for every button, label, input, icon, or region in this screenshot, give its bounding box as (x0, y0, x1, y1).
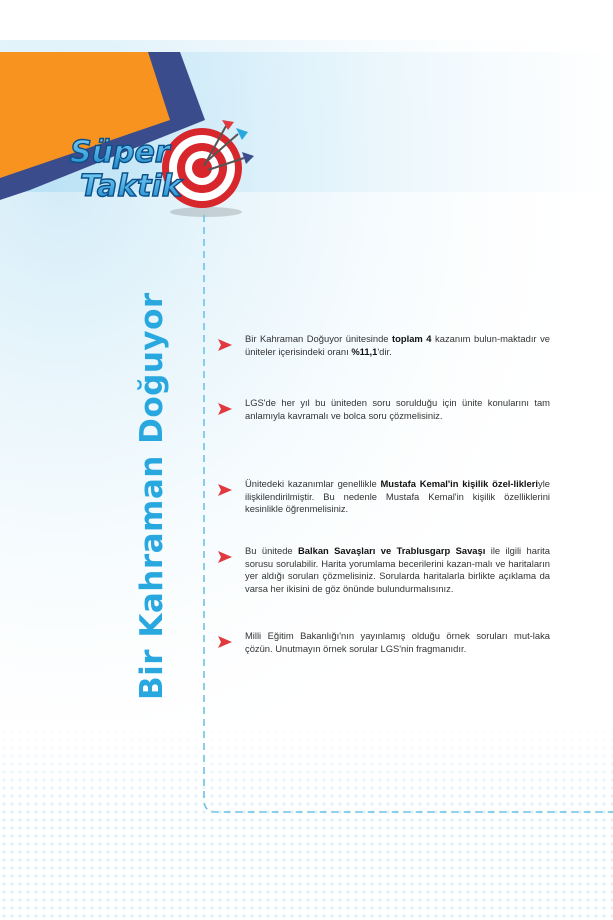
tip-highlight: toplam 4 (392, 333, 432, 344)
arrow-icon (218, 551, 232, 563)
arrow-icon (218, 339, 232, 351)
tip-segment: Bu ünitede (245, 545, 299, 556)
tip-segment: Milli Eğitim Bakanlığı'nın yayınlamış olduğu örnek soruları mut-laka çözün. Unutmayın örnek sorular LGS'nin fragmanıdır. (245, 630, 550, 654)
tip-highlight: %11,1 (351, 345, 378, 357)
logo-line1: Süper (70, 135, 170, 170)
arrow-icon (218, 403, 232, 415)
tip-segment: Ünitedeki kazanımlar genellikle (245, 478, 381, 489)
tip-segment: ile ilgili harita sorusu sorulabilir. Harita yorumlama becerilerini kazan-malı ve haritaların yer aldığı soruları çözmelisiniz. Sorularda haritalarla birlikte açıklama da varsa her ikisini de göz önünde bulundurmalısınız. (245, 545, 550, 594)
tip-highlight: Mustafa Kemal'in kişilik özel-likleri (380, 478, 539, 489)
tip-text (245, 397, 550, 422)
tip-text (245, 630, 550, 655)
super-taktik-logo (66, 118, 256, 228)
arrow-icon (218, 636, 232, 648)
tip-segment: 'dir. (377, 345, 392, 357)
tip-segment: Bir Kahraman Doğuyor ünitesinde (245, 333, 393, 344)
unit-title: Bir Kahraman Doğuyor (134, 292, 170, 700)
tip-segment: yle ilişkilendirilmiştir. Bu nedenle Mustafa Kemal'in kişilik özelliklerini kesinlikle öğrenmelisiniz. (245, 478, 550, 515)
tip-text (245, 478, 550, 516)
tip-text (245, 545, 550, 595)
logo-line2: Taktik (80, 169, 182, 204)
tip-highlight: Balkan Savaşları ve Trablusgarp Savaşı (298, 545, 486, 556)
tip-segment: LGS'de her yıl bu üniteden soru sorulduğu için ünite konularını tam anlamıyla kavramalı ve bolca soru çözmelisiniz. (245, 397, 550, 421)
arrow-icon (218, 484, 232, 496)
tip-text (245, 333, 550, 358)
tip-segment: kazanım bulun-maktadır ve üniteler içerisindeki oranı (245, 333, 550, 357)
